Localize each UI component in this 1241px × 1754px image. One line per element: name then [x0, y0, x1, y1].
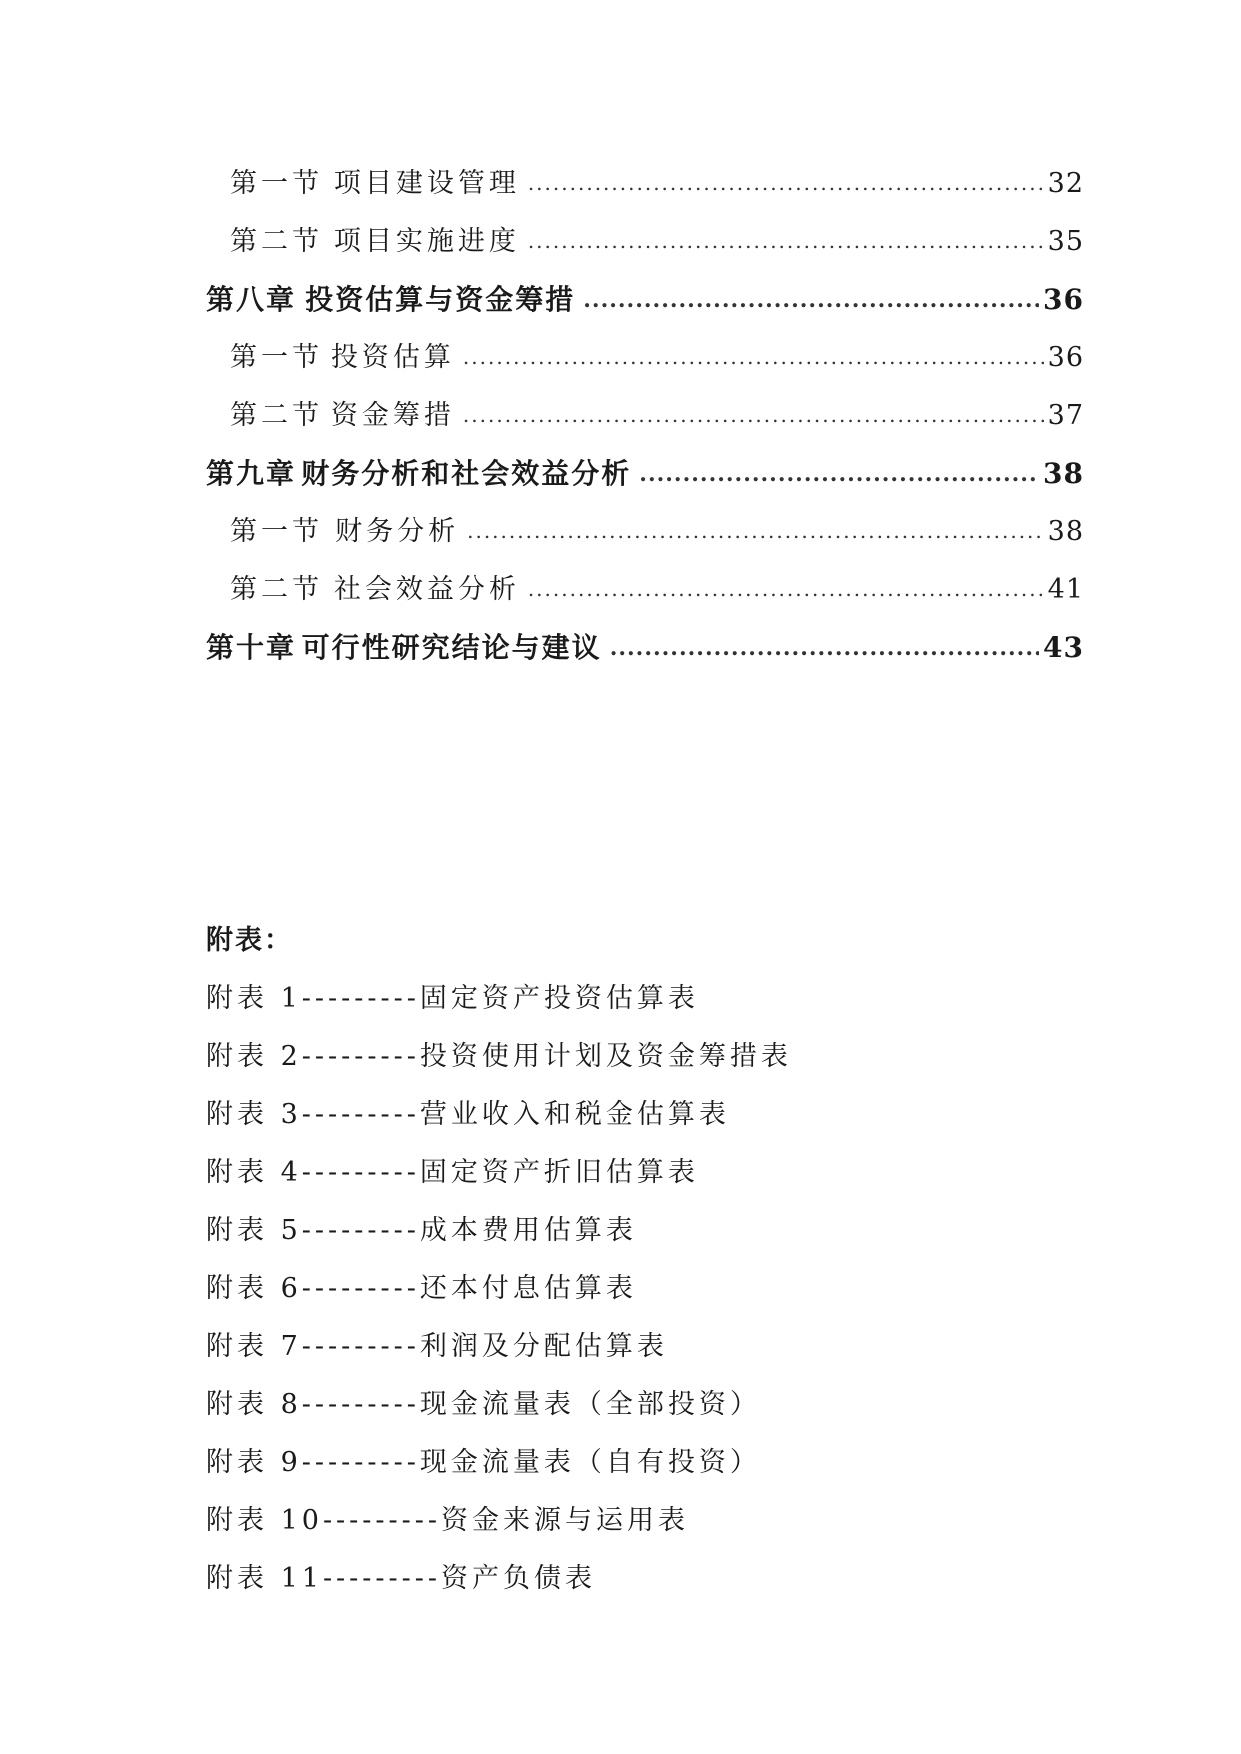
- toc-dot-leader: [463, 385, 1044, 444]
- toc-entry-title: 财务分析: [335, 516, 460, 547]
- toc-entry-number: 第九章: [206, 457, 297, 490]
- toc-entry-number: 第一节: [230, 342, 323, 373]
- toc-page-number: 36: [1047, 342, 1084, 373]
- appendix-item: 附表 6---------还本付息估算表: [206, 1273, 637, 1304]
- appendix-item: 附表 4---------固定资产折旧估算表: [206, 1157, 699, 1188]
- toc-entry-number: 第二节: [230, 574, 323, 605]
- toc-entry-title: 项目建设管理: [333, 168, 520, 199]
- toc-dot-leader: [528, 211, 1044, 270]
- toc-page-number: 35: [1047, 226, 1084, 257]
- appendix-section: [206, 912, 1106, 1608]
- appendix-item: 附表 8---------现金流量表（全部投资）: [206, 1389, 761, 1420]
- toc-page-number: 41: [1047, 574, 1084, 605]
- toc-entry-number: 第二节: [230, 400, 323, 431]
- toc-dot-leader: [528, 559, 1044, 618]
- toc-entry-number: 第一节: [230, 168, 323, 199]
- toc-section-entry[interactable]: [206, 387, 1084, 445]
- toc-entry-title: 投资估算与资金筹措: [305, 283, 576, 316]
- toc-entry-number: 第一节: [230, 516, 323, 547]
- toc-dot-leader: [639, 443, 1039, 503]
- appendix-heading: 附表：: [206, 925, 293, 956]
- toc-page-number: 32: [1047, 168, 1084, 199]
- toc-entry-number: 第八章: [206, 283, 297, 316]
- toc-entry-title: 资金筹措: [330, 400, 455, 431]
- toc-chapter-entry[interactable]: [206, 445, 1084, 503]
- appendix-item: 附表 5---------成本费用估算表: [206, 1215, 637, 1246]
- toc-section-entry[interactable]: [206, 155, 1084, 213]
- toc-entry-title: 社会效益分析: [333, 574, 520, 605]
- table-of-contents: [206, 155, 1084, 677]
- appendix-list: [206, 970, 1106, 1608]
- toc-page-number: 38: [1047, 516, 1084, 547]
- appendix-item: 附表 2---------投资使用计划及资金筹措表: [206, 1041, 792, 1072]
- toc-page-number: 36: [1043, 283, 1084, 316]
- toc-chapter-entry[interactable]: [206, 619, 1084, 677]
- toc-dot-leader: [463, 327, 1044, 386]
- toc-section-entry[interactable]: [206, 561, 1084, 619]
- toc-dot-leader: [610, 617, 1039, 677]
- appendix-item: 附表 1---------固定资产投资估算表: [206, 983, 699, 1014]
- appendix-item: 附表 9---------现金流量表（自有投资）: [206, 1447, 761, 1478]
- toc-page-number: 38: [1043, 457, 1084, 490]
- toc-entry-title: 项目实施进度: [333, 226, 520, 257]
- appendix-item: 附表 11---------资产负债表: [206, 1563, 597, 1594]
- appendix-item: 附表 10---------资金来源与运用表: [206, 1505, 690, 1536]
- toc-entry-title: 财务分析和社会效益分析: [301, 457, 632, 490]
- appendix-item: 附表 7---------利润及分配估算表: [206, 1331, 668, 1362]
- toc-entry-title: 投资估算: [330, 342, 455, 373]
- toc-entry-title: 可行性研究结论与建议: [301, 631, 602, 664]
- toc-chapter-entry[interactable]: [206, 271, 1084, 329]
- appendix-item: 附表 3---------营业收入和税金估算表: [206, 1099, 730, 1130]
- toc-section-entry[interactable]: [206, 329, 1084, 387]
- toc-section-entry[interactable]: [206, 213, 1084, 271]
- toc-dot-leader: [528, 153, 1044, 212]
- toc-dot-leader: [583, 269, 1039, 329]
- toc-dot-leader: [467, 501, 1044, 560]
- toc-page-number: 37: [1047, 400, 1084, 431]
- toc-entry-number: 第二节: [230, 226, 323, 257]
- toc-entry-number: 第十章: [206, 631, 297, 664]
- toc-page-number: 43: [1043, 631, 1084, 664]
- toc-section-entry[interactable]: [206, 503, 1084, 561]
